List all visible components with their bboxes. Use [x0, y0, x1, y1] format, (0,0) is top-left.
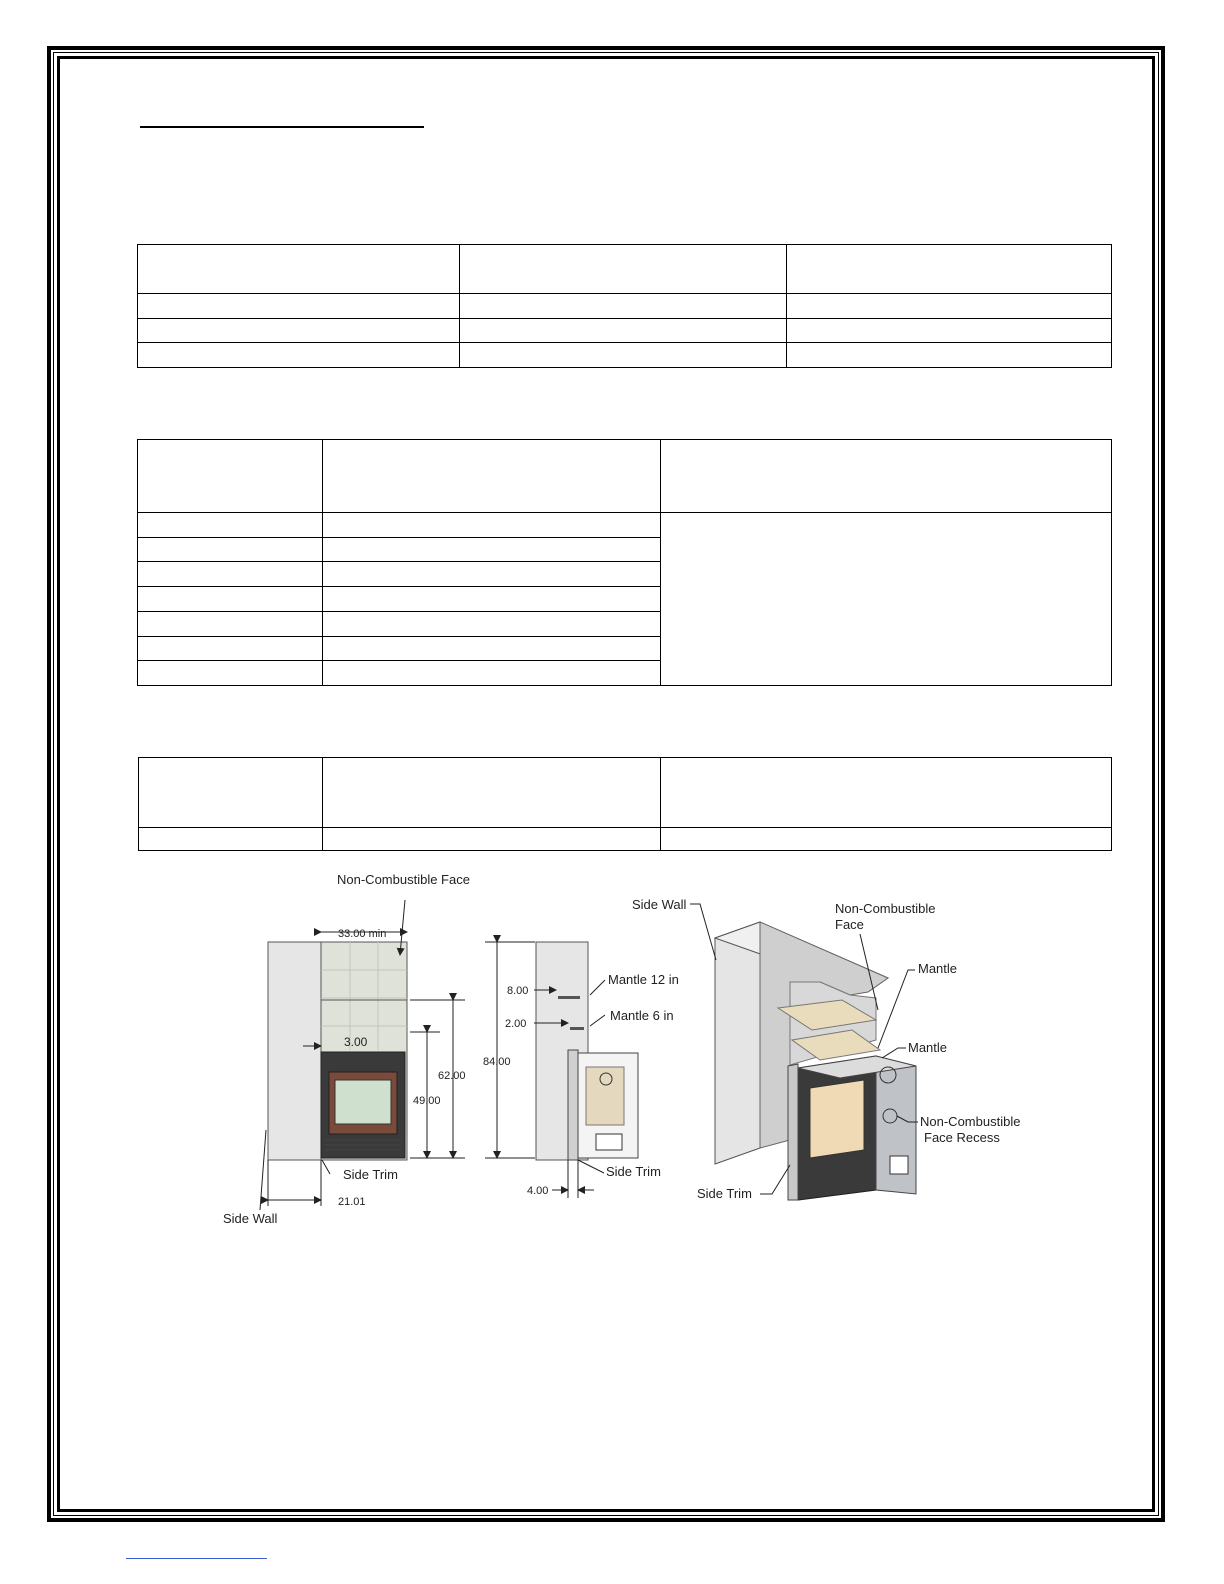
clearance-table-1: [137, 244, 1112, 368]
section-heading-underline: [140, 126, 424, 128]
front-side-trim-label: Side Trim: [343, 1167, 398, 1182]
side-insert-vent: [596, 1134, 622, 1150]
side-insert-firebox: [586, 1067, 624, 1125]
side-mantle-12-label: Mantle 12 in: [608, 972, 679, 987]
front-dim-3: 3.00: [344, 1035, 368, 1049]
side-view: [483, 942, 679, 1198]
iso-recess-label-line1: Non-Combustible: [920, 1114, 1021, 1129]
side-trim-label: Side Trim: [606, 1164, 661, 1179]
mantle-12-shelf: [558, 996, 580, 999]
front-noncombustible-face-label: Non-Combustible Face: [337, 872, 470, 887]
iso-face-label-line2: Face: [835, 917, 864, 932]
front-view: [223, 872, 470, 1226]
iso-side-wall: [715, 922, 760, 1164]
front-dim-width: 33.00 min: [338, 928, 387, 940]
iso-recess-label-line2: Face Recess: [924, 1130, 1000, 1145]
iso-mantle-lower-label: Mantle: [908, 1040, 948, 1055]
clearance-table-2: [137, 439, 1112, 686]
mantle-6-shelf: [570, 1027, 584, 1030]
front-dim-49: 49.00: [413, 1095, 441, 1107]
table-row: [138, 513, 1112, 538]
isometric-view: [632, 897, 1020, 1201]
installation-diagram: [200, 860, 1060, 1240]
merged-cell: [661, 513, 1112, 686]
table-row: [138, 319, 1112, 343]
clearance-table-3: [138, 757, 1112, 851]
front-side-wall: [268, 942, 321, 1160]
side-dim-8: 8.00: [507, 985, 529, 997]
iso-side-trim-label: Side Trim: [697, 1186, 752, 1201]
iso-insert-glass: [810, 1080, 864, 1158]
iso-mantle-top-label: Mantle: [918, 961, 958, 976]
iso-face-label-line1: Non-Combustible: [835, 901, 936, 916]
table-header-row: [139, 758, 1112, 828]
footer-link-underline: [126, 1558, 267, 1559]
iso-side-wall-label: Side Wall: [632, 897, 687, 912]
table-row: [138, 343, 1112, 368]
side-dim-2: 2.00: [505, 1018, 527, 1030]
table-header-row: [138, 440, 1112, 513]
table-row: [138, 294, 1112, 319]
side-mantle-6-label: Mantle 6 in: [610, 1008, 674, 1023]
iso-side-trim: [788, 1064, 798, 1200]
front-dim-62: 62.00: [438, 1070, 466, 1082]
table-header-row: [138, 245, 1112, 294]
side-dim-4: 4.00: [527, 1185, 549, 1197]
front-insert-glass: [335, 1080, 391, 1124]
front-side-wall-label: Side Wall: [223, 1211, 278, 1226]
table-row: [139, 828, 1112, 851]
front-dim-21: 21.01: [338, 1196, 366, 1208]
side-dim-84: 84.00: [483, 1056, 511, 1068]
